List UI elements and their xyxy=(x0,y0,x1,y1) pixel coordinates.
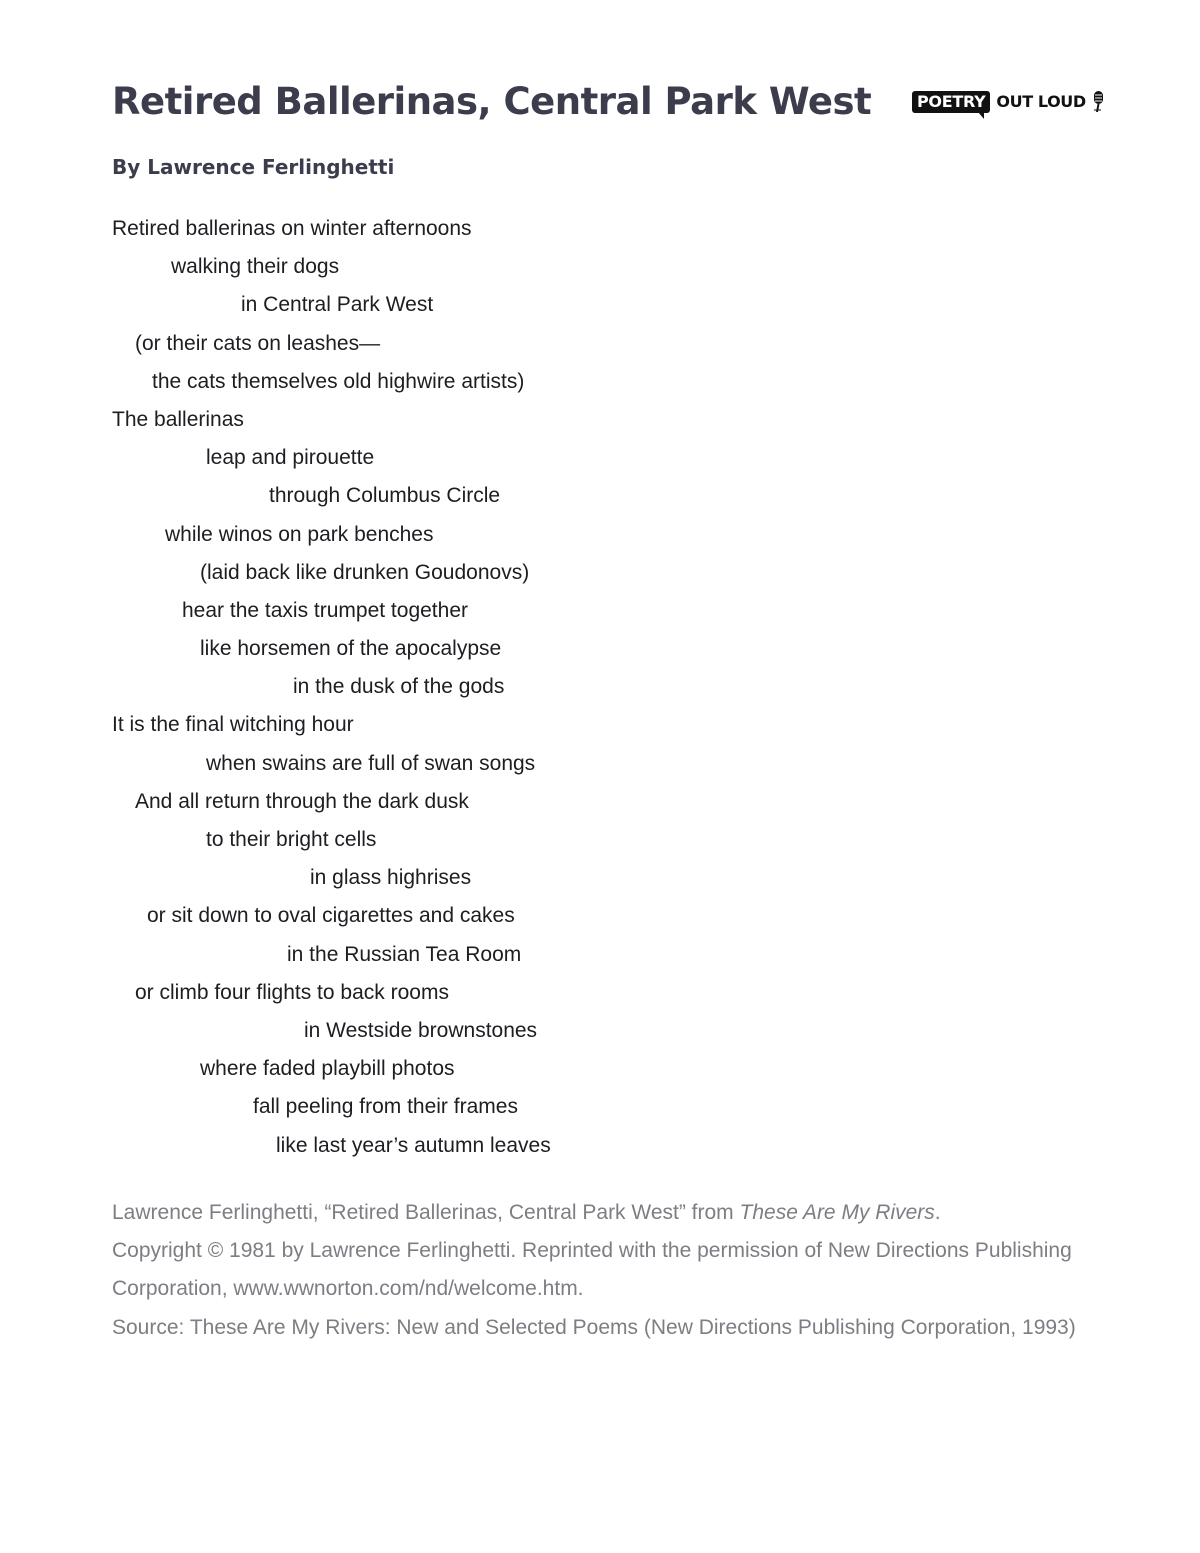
credit-text: Lawrence Ferlinghetti, “Retired Ballerinas, Central Park West” from xyxy=(112,1201,740,1224)
book-title: These Are My Rivers xyxy=(739,1201,935,1224)
poem-line: through Columbus Circle xyxy=(269,484,501,508)
logo-out-loud-text: OUT LOUD xyxy=(996,92,1086,111)
poem-line: in Westside brownstones xyxy=(304,1018,538,1042)
poem-line: or climb four flights to back rooms xyxy=(135,980,449,1004)
poem-line: in Central Park West xyxy=(241,293,434,317)
poem-line: in the dusk of the gods xyxy=(293,675,505,699)
poem-line: walking their dogs xyxy=(171,255,340,279)
poem-line: hear the taxis trumpet together xyxy=(182,598,468,622)
logo-poetry-text: POETRY xyxy=(912,91,990,113)
poem-line: The ballerinas xyxy=(112,407,244,431)
poem-line: to their bright cells xyxy=(206,828,377,851)
header xyxy=(112,78,1142,128)
poem-line: And all return through the dark dusk xyxy=(135,789,469,813)
author-byline: By Lawrence Ferlinghetti xyxy=(112,155,395,179)
credit-punctuation: . xyxy=(934,1201,941,1224)
source-note: Source: These Are My Rivers: New and Selected Poems (New Directions Publishing Corporation, 1993) xyxy=(112,1315,1076,1339)
poem-line: while winos on park benches xyxy=(165,522,434,546)
credits xyxy=(112,1194,1102,1347)
poem-line: like last year’s autumn leaves xyxy=(276,1133,551,1157)
poem-title: Retired Ballerinas, Central Park West xyxy=(112,80,872,123)
copyright-notice: Copyright © 1981 by Lawrence Ferlinghetti. Reprinted with the permission of New Directions Publishing Corporation, www.wwnorton.com/nd/welcome.htm. xyxy=(112,1239,1072,1301)
poem-line: leap and pirouette xyxy=(206,446,375,470)
poem-line: in glass highrises xyxy=(310,866,472,890)
credit-line xyxy=(112,1194,1102,1232)
poem-line: (or their cats on leashes— xyxy=(135,331,381,355)
poem-body xyxy=(112,210,1012,1165)
poem-line: It is the final witching hour xyxy=(112,713,354,737)
poem-line: like horsemen of the apocalypse xyxy=(200,637,502,661)
poem-line: fall peeling from their frames xyxy=(253,1095,518,1119)
poetry-out-loud-logo xyxy=(912,86,1106,118)
microphone-icon xyxy=(1090,88,1106,116)
poem-line: when swains are full of swan songs xyxy=(206,751,536,775)
poem-line: in the Russian Tea Room xyxy=(287,942,522,966)
poem-line: where faded playbill photos xyxy=(200,1057,455,1081)
poem-line: the cats themselves old highwire artists) xyxy=(152,369,525,393)
poem-line: Retired ballerinas on winter afternoons xyxy=(112,217,472,240)
poem-line: (laid back like drunken Goudonovs) xyxy=(200,560,530,584)
poem-line: or sit down to oval cigarettes and cakes xyxy=(147,904,515,928)
